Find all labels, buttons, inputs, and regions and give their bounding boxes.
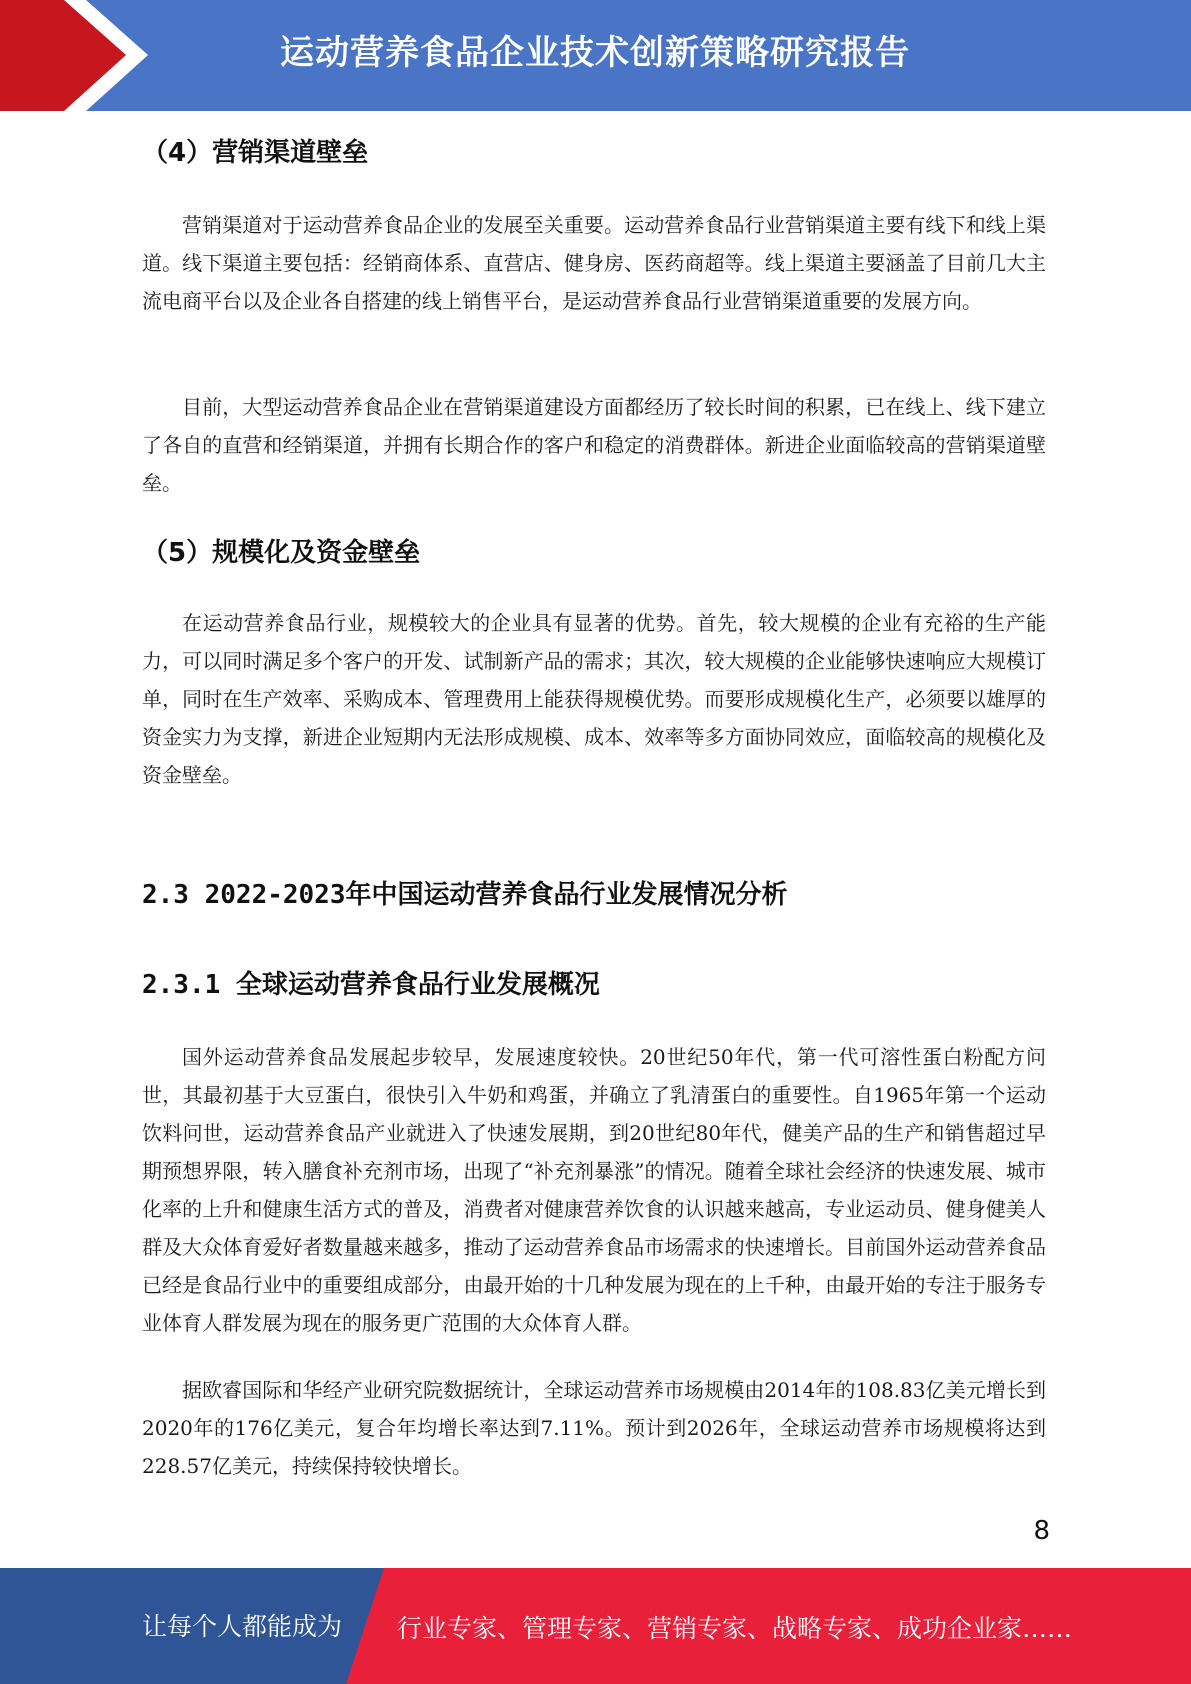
- footer-slogan-right: 行业专家、管理专家、营销专家、战略专家、成功企业家……: [397, 1614, 1073, 1643]
- section-heading-scale-capital-barrier: （5）规模化及资金壁垒: [142, 538, 421, 568]
- footer-slogan-left: 让每个人都能成为: [142, 1612, 343, 1641]
- section-heading-2-3-1: 2.3.1 全球运动营养食品行业发展概况: [142, 970, 600, 1000]
- document-title: 运动营养食品企业技术创新策略研究报告: [280, 33, 910, 73]
- paragraph-marketing-channel-2: 目前，大型运动营养食品企业在营销渠道建设方面都经历了较长时间的积累，已在线上、线下建立了各自的直营和经销渠道，并拥有长期合作的客户和稳定的消费群体。新进企业面临较高的营销渠道壁垒。: [142, 395, 1046, 495]
- paragraph-global-overview-2: 据欧睿国际和华经产业研究院数据统计，全球运动营养市场规模由2014年的108.83亿美元增长到2020年的176亿美元，复合年均增长率达到7.11%。预计到2026年，全球运动营养市场规模将达到228.57亿美元，持续保持较快增长。: [142, 1378, 1046, 1478]
- section-heading-marketing-channel-barrier: （4）营销渠道壁垒: [142, 138, 369, 168]
- section-heading-2-3: 2.3 2022-2023年中国运动营养食品行业发展情况分析: [142, 880, 788, 910]
- page-number: 8: [1033, 1516, 1050, 1546]
- footer-band: [0, 1568, 1191, 1684]
- header-band: [0, 0, 1191, 111]
- paragraph-marketing-channel-1: 营销渠道对于运动营养食品企业的发展至关重要。运动营养食品行业营销渠道主要有线下和线上渠道。线下渠道主要包括：经销商体系、直营店、健身房、医药商超等。线上渠道主要涵盖了目前几大主流电商平台以及企业各自搭建的线上销售平台，是运动营养食品行业营销渠道重要的发展方向。: [142, 213, 1046, 313]
- paragraph-scale-capital: 在运动营养食品行业，规模较大的企业具有显著的优势。首先，较大规模的企业有充裕的生产能力，可以同时满足多个客户的开发、试制新产品的需求；其次，较大规模的企业能够快速响应大规模订单，同时在生产效率、采购成本、管理费用上能获得规模优势。而要形成规模化生产，必须要以雄厚的资金实力为支撑，新进企业短期内无法形成规模、成本、效率等多方面协同效应，面临较高的规模化及资金壁垒。: [142, 611, 1046, 787]
- paragraph-global-overview-1: 国外运动营养食品发展起步较早，发展速度较快。20世纪50年代，第一代可溶性蛋白粉配方问世，其最初基于大豆蛋白，很快引入牛奶和鸡蛋，并确立了乳清蛋白的重要性。自1965年第一个运动饮料问世，运动营养食品产业就进入了快速发展期，到20世纪80年代，健美产品的生产和销售超过早期预想界限，转入膳食补充剂市场，出现了“补充剂暴涨”的情况。随着全球社会经济的快速发展、城市化率的上升和健康生活方式的普及，消费者对健康营养饮食的认识越来越高，专业运动员、健身健美人群及大众体育爱好者数量越来越多，推动了运动营养食品市场需求的快速增长。目前国外运动营养食品已经是食品行业中的重要组成部分，由最开始的十几种发展为现在的上千种，由最开始的专注于服务专业体育人群发展为现在的服务更广范围的大众体育人群。: [142, 1045, 1046, 1335]
